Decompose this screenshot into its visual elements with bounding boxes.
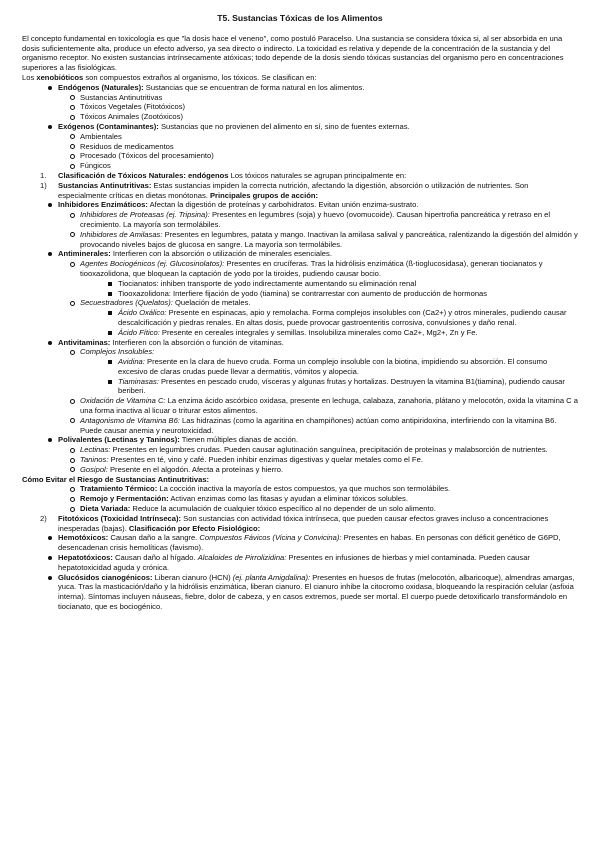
antivitaminas-item: Antivitaminas: Interfieren con la absorción o función de vitaminas. xyxy=(58,338,578,348)
circle-bullet-icon xyxy=(70,507,75,512)
evitar-heading: Cómo Evitar el Riesgo de Sustancias Antinutritivas: xyxy=(22,474,210,484)
antiminerales-item: Antiminerales: Interfieren con la absorción o utilización de minerales esenciales. xyxy=(58,249,578,259)
circle-bullet-icon xyxy=(70,497,75,502)
poliv-lectinas: Lectinas: Presentes en legumbres crudas. Pueden causar aglutinación sanguínea, precipitación de proteínas y malabsorción de nutrientes. xyxy=(80,445,578,455)
circle-bullet-icon xyxy=(70,232,75,237)
circle-bullet-icon xyxy=(70,448,75,453)
secu-oxalico: Ácido Oxálico: Presente en espinacas, apio y remolacha. Forma complejos insolubles con (Ca2+) y otros minerales, pudiendo causar descalcificación y piedras renales. En altas dosis, puede provocar gastroenteritis corrosiva, convulsiones y daño renal. xyxy=(118,308,578,328)
bullet-icon xyxy=(48,125,52,129)
evitar-remojo: Remojo y Fermentación: Activan enzimas como las fitasas y ayudan a eliminar tóxicos solubles. xyxy=(80,494,578,504)
bullet-icon xyxy=(48,252,52,256)
bullet-icon xyxy=(48,341,52,345)
square-bullet-icon xyxy=(108,292,112,296)
bullet-icon xyxy=(48,536,52,540)
inhib-amilasas: Inhibidores de Amilasas: Presentes en legumbres, patata y mango. Inactivan la amilasa salival y pancreática, ralentizando la digestión del almidón y provocando niveles bajos de glucosa en sangre. La mayoría son termolábiles. xyxy=(80,230,578,250)
polivalentes-item: Polivalentes (Lectinas y Taninos): Tienen múltiples dianas de acción. xyxy=(58,435,578,445)
page-title: T5. Sustancias Tóxicas de los Alimentos xyxy=(217,13,383,23)
secu-fitico: Ácido Fítico: Presente en cereales integrales y semillas. Insolubiliza minerales como Ca2+, Mg2+, Zn y Fe. xyxy=(118,328,578,338)
circle-bullet-icon xyxy=(70,350,75,355)
evitar-termico: Tratamiento Térmico: La cocción inactiva la mayoría de estos compuestos, ya que muchos son termolábiles. xyxy=(80,484,578,494)
circle-bullet-icon xyxy=(70,213,75,218)
circle-bullet-icon xyxy=(70,134,75,139)
exogenos-sub-1: Ambientales xyxy=(80,132,578,142)
circle-bullet-icon xyxy=(70,154,75,159)
bullet-icon xyxy=(48,556,52,560)
circle-bullet-icon xyxy=(70,418,75,423)
antivit-oxidacion: Oxidación de Vitamina C: La enzima ácido ascórbico oxidasa, presente en lechuga, calabaza, zanahoria, plátano y melocotón, oxida la vitamina C a una forma inactiva al licuar o triturar estos alimentos. xyxy=(80,396,578,416)
circle-bullet-icon xyxy=(70,262,75,267)
antinutritivas-heading: 1) Sustancias Antinutritivas: Estas sustancias impiden la correcta nutrición, afectando la digestión, absorción o utilización de nutrientes. Son especialmente críticas en dietas monótonas. Principales grupos de acción: xyxy=(40,180,529,200)
square-bullet-icon xyxy=(108,360,112,364)
bullet-icon xyxy=(48,576,52,580)
circle-bullet-icon xyxy=(70,115,75,120)
antivit-avidina: Avidina: Presente en la clara de huevo cruda. Forma un complejo insoluble con la biotina, impidiendo su absorción. El consumo excesivo de claras crudas puede llevar a dermatitis, vómitos y alopecia. xyxy=(118,357,578,377)
glucosidos-item: Glucósidos cianogénicos: Liberan cianuro (HCN) (ej. planta Amigdalina): Presentes en huesos de frutas (melocotón, albaricoque), almendras amargas, yuca. Tras la masticación/daño y la hidrólisis enzimática, liberan cianuro. El cianuro inhibe la citocromo oxidasa, bloqueando la respiración celular (asfixia interna). Síntomas incluyen náuseas, fiebre, dolor de cabeza, y en casos extremos, puede ser mortal. El cuerpo puede detoxificarlo transformándolo en tiocianato, que es bociogénico. xyxy=(58,573,578,612)
inhibidores-item: Inhibidores Enzimáticos: Afectan la digestión de proteínas y carbohidratos. Evitan unión enzima-sustrato. xyxy=(58,200,578,210)
circle-bullet-icon xyxy=(70,399,75,404)
circle-bullet-icon xyxy=(70,487,75,492)
endogenos-sub-3: Tóxicos Animales (Zootóxicos) xyxy=(80,112,578,122)
square-bullet-icon xyxy=(108,331,112,335)
antimin-secuestradores: Secuestradores (Quelatos): Quelación de metales. xyxy=(80,298,578,308)
endogenos-item: Endógenos (Naturales): Sustancias que se encuentran de forma natural en los alimentos. xyxy=(58,83,578,93)
square-bullet-icon xyxy=(108,282,112,286)
endogenos-sub-1: Sustancias Antinutritivas xyxy=(80,93,578,103)
exogenos-sub-3: Procesado (Tóxicos del procesamiento) xyxy=(80,151,578,161)
antimin-bociogenicos: Agentes Bociogénicos (ej. Glucosinolatos): Presentes en crucíferas. Tras la hidrólisis enzimática (ß-tioglucosidasa), generan tiocianatos y tiooxazolidona, que bloquean la captación de yodo por la tiroides, pudiendo causar bocio. xyxy=(80,259,578,279)
antivit-tiaminasas: Tiaminasas: Presentes en pescado crudo, vísceras y algunas frutas y hortalizas. Destruyen la vitamina B1(tiamina), pudiendo causar beriberi. xyxy=(118,377,578,397)
exogenos-sub-2: Residuos de medicamentos xyxy=(80,142,578,152)
intro-paragraph: El concepto fundamental en toxicología es que "la dosis hace el veneno", como postuló Paracelso. Una sustancia se considera tóxica si, al ser absorbida en una dosis suficientemente alta, produce un efecto adverso, ya sea directo o indirecto. La toxicidad es relativa y depende de la concentración de la sustancia y del organismo receptor. No existen sustancias intrínsecamente atóxicas; todo depende de la dosis siendo tóxicas sustancias del organismo pero en concentraciones superiores a las fisiológicas. xyxy=(22,33,564,73)
clasificacion-heading: 1. Clasificación de Tóxicos Naturales: endógenos Los tóxicos naturales se agrupan principalmente en: xyxy=(40,170,407,180)
circle-bullet-icon xyxy=(70,144,75,149)
circle-bullet-icon xyxy=(70,105,75,110)
bullet-icon xyxy=(48,438,52,442)
bullet-icon xyxy=(48,86,52,90)
endogenos-sub-2: Tóxicos Vegetales (Fitotóxicos) xyxy=(80,102,578,112)
circle-bullet-icon xyxy=(70,95,75,100)
xenobioticos-line: Los xenobióticos son compuestos extraños al organismo, los tóxicos. Se clasifican en: xyxy=(22,72,317,82)
exogenos-item: Exógenos (Contaminantes): Sustancias que no provienen del alimento en sí, sino de fuentes externas. xyxy=(58,122,578,132)
bocio-sub-2: Tiooxazolidona: Interfiere fijación de yodo (tiamina) se contrarrestar con aumento de producción de hormonas xyxy=(118,289,578,299)
fitotoxicos-heading: 2) Fitotóxicos (Toxicidad Intrínseca): Son sustancias con actividad tóxica intrínseca, que pueden causar efectos graves incluso a concentraciones inesperadas (bajas). Clasificación por Efecto Fisiológico: xyxy=(40,513,549,533)
bocio-sub-1: Tiocianatos: inhiben transporte de yodo indirectamente aumentando su eliminación renal xyxy=(118,279,578,289)
square-bullet-icon xyxy=(108,380,112,384)
evitar-dieta: Dieta Variada: Reduce la acumulación de cualquier tóxico específico al no depender de un solo alimento. xyxy=(80,504,578,514)
antivit-antagonismo: Antagonismo de Vitamina B6: Las hidrazinas (como la agaritina en champiñones) actúan como antipiridoxina, interfiriendo con la vitamina B6. Puede causar anemia y neurotoxicidad. xyxy=(80,416,578,436)
antivit-complejos: Complejos Insolubles: xyxy=(80,347,578,357)
hepatotoxicos-item: Hepatotóxicos: Causan daño al hígado. Alcaloides de Pirrolizidina: Presentes en infusiones de hierbas y miel contaminada. Pueden causar hepatotoxicidad aguda y crónica. xyxy=(58,553,578,573)
poliv-gosipol: Gosipol: Presente en el algodón. Afecta a proteínas y hierro. xyxy=(80,465,578,475)
circle-bullet-icon xyxy=(70,164,75,169)
poliv-taninos: Taninos: Presentes en té, vino y café. Pueden inhibir enzimas digestivas y quelar metales como el Fe. xyxy=(80,455,578,465)
square-bullet-icon xyxy=(108,311,112,315)
circle-bullet-icon xyxy=(70,467,75,472)
exogenos-sub-4: Fúngicos xyxy=(80,161,578,171)
circle-bullet-icon xyxy=(70,301,75,306)
inhib-proteasas: Inhibidores de Proteasas (ej. Tripsina): Presentes en legumbres (soja) y huevo (ovomucoide). Causan hipertrofia pancreática y retraso en el crecimiento. La mayoría son termolábiles. xyxy=(80,210,578,230)
hemotoxicos-item: Hemotóxicos: Causan daño a la sangre. Compuestos Fávicos (Vicina y Convicina): Presentes en habas. En personas con déficit genético de G6PD, desencadenan crisis hemolíticas (favismo). xyxy=(58,533,578,553)
circle-bullet-icon xyxy=(70,458,75,463)
bullet-icon xyxy=(48,203,52,207)
